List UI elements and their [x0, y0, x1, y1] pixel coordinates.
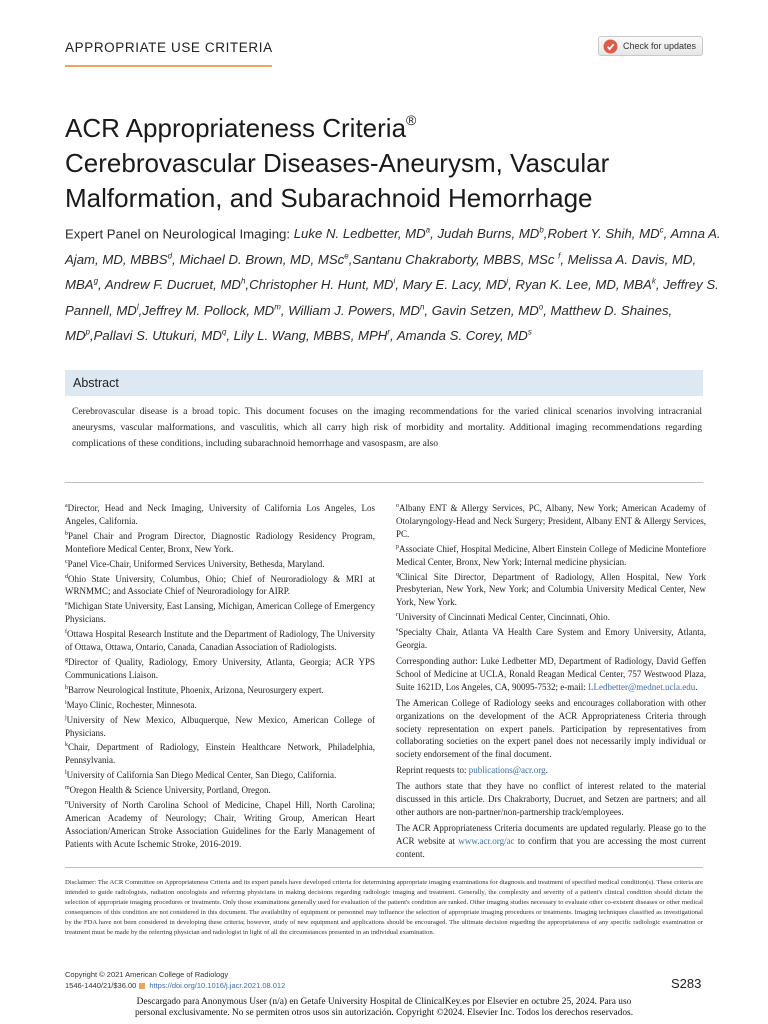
footnote-mark: g: [65, 656, 68, 663]
author-affiliation-mark: c: [659, 226, 664, 235]
author-separator: ,: [89, 327, 94, 343]
footnote-text: Specialty Chair, Atlanta VA Health Care System and Emory University, Atlanta, Georgia.: [396, 627, 706, 651]
affiliation-footnote: [65, 626, 375, 654]
footnote-text: Michigan State University, East Lansing, Michigan, American College of Emergency Physicians.: [65, 601, 375, 625]
footnote-text: Ottawa Hospital Research Institute and the Department of Radiology, The University of Ottawa, Ottawa, Ontario, Canada, Canadian Association of Radiologists.: [65, 629, 375, 653]
check-updates-label: Check for updates: [623, 41, 697, 51]
author-name: Santanu Chakraborty, MBBS, MSc: [352, 251, 559, 267]
footnote-mark: l: [65, 770, 67, 777]
footnote-mark: c: [65, 558, 68, 565]
affiliation-footnote: [396, 624, 706, 652]
footnotes-right-column: [396, 500, 706, 861]
correspondence-text: Corresponding author: Luke Ledbetter MD, Department of Radiology, David Geffen School of Medicine at UCLA, Ronald Reagan Medical Center, 757 Westwood Plaza, Suite 1621D, Los Angeles, CA, 90095-7532; e-mail:: [396, 655, 706, 692]
author-separator: ,: [98, 277, 105, 293]
footnote-text: Panel Chair and Program Director, Diagnostic Radiology Residency Program, Montefiore Medical Center, Bronx, New York.: [65, 530, 375, 554]
affiliation-footnote: [65, 797, 375, 851]
footnote-mark: i: [65, 699, 67, 706]
footnote-text: Ohio State University, Columbus, Ohio; Chief of Neuroradiology & MRI at WRNMMC; and Associate Chief of Neuroradiology for AIRP.: [65, 573, 375, 597]
affiliation-footnote: [65, 598, 375, 626]
author-separator: ,: [424, 302, 432, 318]
acr-website-link[interactable]: www.acr.org/ac: [458, 835, 515, 846]
author-separator: ,: [655, 277, 664, 293]
author-affiliation-mark: b: [539, 226, 544, 235]
footnote-mark: d: [65, 573, 68, 580]
acr-statement: The American College of Radiology seeks and encourages collaboration with other organizations on the development of the ACR Appropriateness Criteria through society representation on expert panels. Participation by representatives from collaborating societies on the expert panel does not necessarily imply individual or society endorsement of the final document.: [396, 697, 706, 760]
author-affiliation-mark: p: [85, 327, 90, 337]
footnote-mark: e: [65, 601, 68, 608]
title-line-1: ACR Appropriateness Criteria: [65, 113, 407, 143]
author-separator: ,: [348, 251, 353, 267]
check-updates-icon: [603, 39, 618, 54]
footnote-text: Barrow Neurological Institute, Phoenix, Arizona, Neurosurgery expert.: [68, 684, 324, 695]
footnote-mark: f: [65, 629, 67, 636]
footnote-mark: a: [65, 503, 68, 509]
download-notice-line-1: Descargado para Anonymous User (n/a) en Getafe University Hospital de ClinicalKey.es por Elsevier en octubre 25, 2024. Para uso: [136, 997, 632, 1007]
author-name: Gavin Setzen, MD: [431, 302, 539, 318]
footnote-text: University of North Carolina School of Medicine, Chapel Hill, North Carolina; American Academy of Neurology; Chair, Writing Group, American Heart Association/American Stroke Association Guidelines for the Early Management of Patients with Acute Ischemic Stroke, 2016-2019.: [65, 800, 375, 849]
author-affiliation-mark: i: [393, 276, 396, 286]
download-notice: [0, 997, 768, 1019]
disclaimer: Disclaimer: The ACR Committee on Appropriateness Criteria and its expert panels have developed criteria for determining appropriate imaging examinations for diagnosis and treatment of specified medical condition(s). These criteria are intended to guide radiologists, radiation oncologists and referring physicians in making decisions regarding radiologic imaging and treatment. Generally, the complexity and severity of a patient's clinical condition should dictate the selection of appropriate imaging procedures or treatments. Only those examinations generally used for evaluation of the patient's condition are ranked. Other imaging studies necessary to evaluate other co-existent diseases or other medical consequences of this condition are not considered in this document. The availability of equipment or personnel may influence the selection of appropriate imaging procedures or treatments. Imaging techniques classified as investigational by the FDA have not been considered in developing these criteria; however, study of new equipment and applications should be encouraged. The ultimate decision regarding the appropriateness of any specific radiologic examination or treatment must be made by the referring physician and radiologist in light of all the circumstances presented in an individual examination.: [65, 879, 703, 936]
author-name: Robert Y. Shih, MD: [547, 226, 660, 242]
affiliation-footnote: [65, 528, 375, 556]
author-name: Ryan K. Lee, MD, MBA: [515, 277, 652, 293]
affiliation-footnote: [65, 767, 375, 782]
footnote-mark: r: [396, 612, 398, 619]
affiliation-footnote: [65, 712, 375, 740]
author-separator: ,: [138, 302, 143, 318]
footnote-text: Director of Quality, Radiology, Emory University, Atlanta, Georgia; ACR YPS Communications Liaison.: [65, 656, 375, 680]
author-separator: ,: [543, 302, 551, 318]
correspondence-email-link[interactable]: LLedbetter@mednet.ucla.edu: [587, 681, 696, 692]
author-separator: ,: [508, 277, 516, 293]
footnote-text: Clinical Site Director, Department of Radiology, Allen Hospital, New York Presbyterian, New York, New York; and Columbia University Medical Center, New York, New York.: [396, 571, 706, 608]
author-name: Andrew F. Ducruet, MD: [104, 277, 241, 293]
updates-statement: [396, 822, 706, 861]
author-name: Pallavi S. Utukuri, MD: [93, 327, 222, 343]
correspondence-end: .: [695, 681, 698, 692]
footnote-mark: k: [65, 742, 68, 749]
affiliation-footnote: [65, 500, 375, 528]
author-name: Mary E. Lacy, MD: [402, 277, 507, 293]
section-underline: [65, 65, 272, 67]
footnote-mark: m: [65, 785, 70, 792]
footnote-text: Mayo Clinic, Rochester, Minnesota.: [66, 699, 197, 710]
footnotes-left-column: [65, 500, 375, 851]
correspondence: [396, 655, 706, 694]
footnote-text: Oregon Health & Science University, Portland, Oregon.: [69, 785, 271, 796]
affiliation-footnote: [65, 682, 375, 697]
author-names: [65, 226, 721, 343]
footnote-mark: b: [65, 530, 68, 537]
author-separator: ,: [280, 302, 289, 318]
author-name: Amna A. Ajam, MD, MBBS: [65, 226, 721, 267]
registered-mark: ®: [406, 112, 417, 128]
author-name: Jeffrey M. Pollock, MD: [142, 302, 275, 318]
affiliation-footnote: [396, 500, 706, 541]
doi-square-icon: [139, 983, 145, 989]
footnote-text: Director, Head and Neck Imaging, University of California Los Angeles, Los Angeles, California.: [65, 503, 375, 526]
article-title: [65, 103, 715, 216]
doi-link[interactable]: https://doi.org/10.1016/j.jacr.2021.08.012: [149, 981, 286, 990]
author-separator: ,: [663, 226, 671, 242]
reprint-end: .: [545, 765, 548, 776]
footnote-text: Panel Vice-Chair, Uniformed Services University, Bethesda, Maryland.: [67, 558, 325, 569]
title-line-2: Cerebrovascular Diseases-Aneurysm, Vascular: [65, 148, 610, 178]
conflict-statement: The authors state that they have no conflict of interest related to the material discussed in this article. Drs Chakraborty, Ducruet, and Setzen are partners; and all other authors are non-partner/non-partnership track/employees.: [396, 781, 706, 817]
author-separator: ,: [226, 327, 234, 343]
author-lead: Expert Panel on Neurological Imaging:: [65, 226, 294, 242]
author-name: Amanda S. Corey, MD: [396, 327, 528, 343]
reprint-text: Reprint requests to:: [396, 765, 469, 776]
author-name: Jeffrey S. Pannell, MD: [65, 277, 719, 318]
author-separator: ,: [560, 251, 568, 267]
author-affiliation-mark: g: [93, 276, 99, 286]
author-name: Luke N. Ledbetter, MD: [293, 226, 426, 242]
author-separator: ,: [543, 226, 548, 242]
author-affiliation-mark: q: [221, 327, 227, 337]
author-name: Judah Burns, MD: [437, 226, 540, 242]
footnote-mark: n: [65, 800, 68, 807]
download-notice-line-2: personal exclusivamente. No se permiten otros usos sin autorización. Copyright ©2024. Elsevier Inc. Todos los derechos reservados.: [134, 1008, 634, 1018]
affiliation-footnote: [65, 571, 375, 599]
footnote-text: Associate Chief, Hospital Medicine, Albert Einstein College of Medicine Montefiore Medical Center, Bronx, New York; Internal medicine physician.: [396, 543, 706, 567]
footnote-divider: [65, 482, 703, 483]
affiliation-footnote: [396, 541, 706, 569]
footnote-text: University of California San Diego Medical Center, San Diego, California.: [66, 770, 337, 781]
affiliations-right: [396, 500, 706, 652]
author-affiliation-mark: m: [274, 302, 281, 312]
disclaimer-divider: [65, 867, 703, 868]
author-affiliation-mark: k: [651, 276, 656, 286]
author-separator: ,: [390, 327, 397, 343]
author-separator: ,: [245, 277, 250, 293]
author-affiliation-mark: o: [538, 302, 544, 312]
abstract-heading-label: Abstract: [73, 376, 119, 390]
section-label: APPROPRIATE USE CRITERIA: [65, 40, 273, 55]
affiliation-footnote: [65, 782, 375, 797]
author-affiliation-mark: s: [527, 327, 532, 337]
author-name: Michael D. Brown, MD, MSc: [179, 251, 345, 267]
footnote-mark: j: [65, 714, 67, 721]
reprint-email-link[interactable]: publications@acr.org: [468, 765, 546, 776]
abstract-text: Cerebrovascular disease is a broad topic. This document focuses on the imaging recommendations for the varied clinical scenarios involving intracranial aneurysms, vascular malformations, and vasculitis, which all carry high risk of morbidity and mortality. Additional imaging recommendations regarding complications of these conditions, including subarachnoid hemorrhage and vasospasm, are also: [72, 406, 702, 449]
author-affiliation-mark: a: [425, 226, 431, 235]
author-affiliation-mark: n: [419, 302, 425, 312]
author-separator: ,: [395, 277, 403, 293]
affiliation-footnote: [65, 556, 375, 571]
author-affiliation-mark: f: [558, 251, 561, 261]
affiliation-footnote: [396, 569, 706, 610]
affiliation-footnote: [65, 697, 375, 712]
author-name: Melissa A. Davis, MD, MBA: [65, 251, 697, 293]
author-affiliation-mark: l: [136, 302, 139, 312]
footnote-mark: s: [396, 627, 399, 634]
author-affiliation-mark: h: [240, 276, 246, 286]
reprint-requests: [396, 764, 706, 777]
abstract-heading: [65, 370, 703, 396]
affiliation-footnote: [65, 739, 375, 767]
affiliation-footnote: [396, 609, 706, 624]
author-affiliation-mark: j: [506, 276, 509, 286]
author-name: Christopher H. Hunt, MD: [249, 277, 394, 293]
footnote-mark: h: [65, 684, 68, 691]
issn-doi-line: [65, 980, 285, 991]
footnote-mark: q: [396, 571, 399, 578]
author-separator: ,: [430, 226, 438, 242]
author-separator: ,: [172, 251, 180, 267]
author-list: [65, 220, 725, 347]
author-affiliation-mark: e: [344, 251, 349, 261]
check-for-updates-button[interactable]: [598, 36, 703, 56]
affiliation-footnote: [65, 654, 375, 682]
author-affiliation-mark: r: [387, 327, 391, 337]
footnote-mark: o: [396, 503, 399, 509]
author-affiliation-mark: d: [167, 251, 173, 261]
footnote-text: University of New Mexico, Albuquerque, New Mexico, American College of Physicians.: [65, 714, 375, 738]
author-name: William J. Powers, MD: [288, 302, 420, 318]
footnote-text: University of Cincinnati Medical Center, Cincinnati, Ohio.: [398, 612, 610, 623]
title-line-3: Malformation, and Subarachnoid Hemorrhage: [65, 183, 593, 213]
page-number: S283: [671, 976, 702, 991]
footnote-text: Chair, Department of Radiology, Einstein Healthcare Network, Philadelphia, Pennsylvania.: [65, 742, 375, 766]
updates-text: The ACR Appropriateness Criteria documents are updated regularly. Please go to the ACR website at: [396, 822, 706, 846]
issn: 1546-1440/21/$36.00: [65, 981, 137, 990]
copyright: Copyright © 2021 American College of Radiology: [65, 970, 229, 979]
updates-end: to confirm that you are accessing the most current content.: [396, 835, 706, 859]
footnote-text: Albany ENT & Allergy Services, PC, Albany, New York; American Academy of Otolaryngology-Head and Neck Surgery; President, Albany ENT & Allergy Services, PC.: [396, 503, 706, 539]
author-name: Matthew D. Shaines, MD: [65, 302, 673, 343]
author-name: Lily L. Wang, MBBS, MPH: [233, 327, 388, 343]
footnote-mark: p: [396, 543, 399, 550]
